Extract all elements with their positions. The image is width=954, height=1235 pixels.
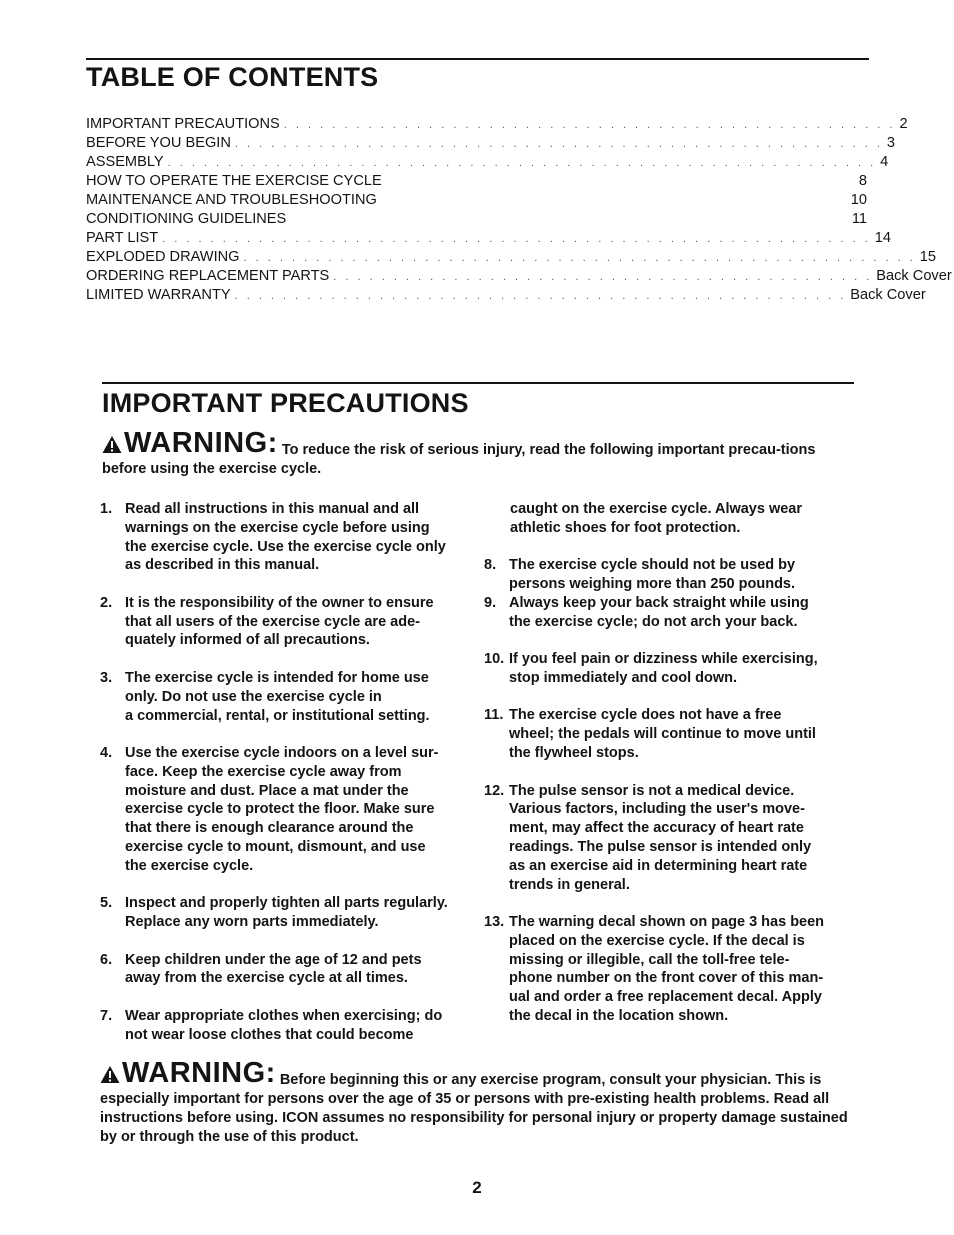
toc-entry-title: HOW TO OPERATE THE EXERCISE CYCLE: [86, 173, 382, 189]
item-number: 9.: [484, 594, 497, 611]
item-number: 7.: [100, 1007, 113, 1024]
warning-label: WARNING:: [124, 427, 278, 459]
toc-entry-title: MAINTENANCE AND TROUBLESHOOTING: [86, 192, 377, 208]
item-number: 5.: [100, 895, 113, 912]
item-text: If you feel pain or dizziness while exercising, stop immediately and cool down.: [509, 651, 818, 686]
toc-entry[interactable]: [86, 267, 952, 286]
precautions-column-right: [484, 500, 859, 1026]
toc-entry[interactable]: [86, 134, 896, 153]
list-item: [100, 669, 470, 725]
precautions-top-rule: [102, 382, 854, 384]
toc-entry-title: ASSEMBLY: [86, 154, 164, 170]
toc-entry-leader: . . . . . . . . . . . . . . . . . . . . . . . . . . . . . . . . . . . . . . . . . . . . .: [333, 271, 873, 283]
toc-entry-page: 10: [850, 192, 867, 208]
item-number: 11.: [484, 707, 504, 724]
toc-entry-leader: . . . . . . . . . . . . . . . . . . . . . . . . . . . . . . . . . . . . . . . . . . . . . . . . . . .: [283, 119, 896, 131]
toc-top-rule: [86, 58, 869, 60]
list-item: [100, 1007, 470, 1045]
item-number: 3.: [100, 669, 113, 686]
list-item: [484, 594, 859, 632]
item-text: Keep children under the age of 12 and pets away from the exercise cycle at all times.: [125, 951, 422, 987]
toc-entry-title: EXPLODED DRAWING: [86, 249, 240, 265]
item-text: The warning decal shown on page 3 has been placed on the exercise cycle. If the decal is missing or illegible, call the toll-free tele- phone number on the front cover of this man- ual and order a free replacement decal. Apply the decal in the location shown.: [509, 913, 825, 1024]
toc-entry-title: CONDITIONING GUIDELINES: [86, 211, 287, 227]
toc-entry-title: PART LIST: [86, 230, 159, 246]
item-text: The exercise cycle does not have a free wheel; the pedals will continue to move until the flywheel stops.: [509, 707, 816, 762]
warning-label: WARNING:: [122, 1057, 276, 1089]
list-item: [484, 913, 859, 1026]
warning-intro: [102, 427, 832, 479]
warning-triangle-icon: [102, 435, 122, 454]
item-number: 4.: [100, 745, 113, 762]
toc-entry-leader: . . . . . . . . . . . . . . . . . . . . . . . . . . . . . . . . . . . . . . . . . . . . . . . . . . . . . . . . . . .: [167, 157, 877, 169]
toc-entry[interactable]: [86, 210, 867, 229]
toc-entry-leader: . . . . . . . . . . . . . . . . . . . . . . . . . . . . . . . . . . . . . . . . . . . . . . . . . . .: [234, 290, 847, 302]
item-number: 12.: [484, 782, 505, 799]
item-number: 1.: [100, 501, 113, 517]
toc-heading: TABLE OF CONTENTS: [86, 62, 379, 92]
page-number: 2: [472, 1178, 482, 1197]
list-item: [100, 594, 470, 650]
toc-entry-page: 2: [899, 116, 908, 132]
toc-entry-page: Back Cover: [850, 287, 926, 303]
toc-entry-title: BEFORE YOU BEGIN: [86, 135, 231, 151]
item-number: 2.: [100, 594, 113, 611]
toc-entry[interactable]: [86, 115, 908, 134]
toc-entry-leader: . . . . . . . . . . . . . . . . . . . . . . . . . . . . . . . . . . . . . . . . . . . . . . . . . . . . . . . . . . .: [162, 233, 871, 245]
warning-text: To reduce the risk of serious injury, read the following important precau-tions before using the exercise cycle.: [102, 442, 816, 477]
list-item: [100, 894, 470, 932]
toc-entry-page: 8: [858, 173, 867, 189]
list-item-continuation: caught on the exercise cycle. Always wear athletic shoes for foot protection.: [510, 501, 803, 536]
toc-entry-title: ORDERING REPLACEMENT PARTS: [86, 268, 330, 284]
item-number: 8.: [484, 557, 497, 574]
toc-entry-title: LIMITED WARRANTY: [86, 287, 231, 303]
toc-entry[interactable]: [86, 153, 889, 172]
item-text: The pulse sensor is not a medical device. Various factors, including the user's move- ment, may affect the accuracy of heart rate readings. The pulse sensor is intended only as an exercise aid in determining heart rate trends in general.: [509, 782, 812, 893]
toc-entry-page: Back Cover: [876, 268, 952, 284]
toc-entry-page: 15: [919, 249, 936, 265]
item-text: The exercise cycle should not be used by persons weighing more than 250 pounds.: [509, 557, 796, 593]
item-text: Inspect and properly tighten all parts regularly. Replace any worn parts immediately.: [125, 895, 448, 931]
toc-entry[interactable]: [86, 172, 867, 191]
list-item: [484, 782, 859, 895]
toc-entry-page: 14: [874, 230, 891, 246]
toc-entry-title: IMPORTANT PRECAUTIONS: [86, 116, 280, 132]
warning-text: Before beginning this or any exercise program, consult your physician. This is especially important for persons over the age of 35 or persons with pre-existing health problems. Read all instructions before using. ICON assumes no responsibility for personal injury or property damage sustained by or through the use of this product.: [100, 1072, 848, 1145]
toc-entry-leader: . . . . . . . . . . . . . . . . . . . . . . . . . . . . . . . . . . . . . . . . . . . . . . . . . . . . . . . .: [243, 252, 916, 264]
toc-entry[interactable]: [86, 248, 936, 267]
toc-entry-page: 4: [880, 154, 889, 170]
precautions-heading: IMPORTANT PRECAUTIONS: [102, 388, 469, 418]
item-text: The exercise cycle is intended for home use only. Do not use the exercise cycle in a commercial, rental, or institutional setting.: [125, 669, 430, 724]
item-text: Read all instructions in this manual and all warnings on the exercise cycle before using the exercise cycle. Use the exercise cycle only as described in this manual.: [125, 501, 446, 574]
item-number: 6.: [100, 951, 113, 968]
list-item: [484, 650, 859, 688]
list-item: [484, 706, 859, 762]
list-item: [100, 500, 470, 575]
warning-physician: [100, 1057, 860, 1147]
list-item: [100, 951, 470, 989]
toc-entry[interactable]: [86, 229, 891, 248]
toc-entry-page: 11: [851, 211, 867, 227]
list-item: [100, 744, 470, 876]
item-text: Always keep your back straight while using the exercise cycle; do not arch your back.: [509, 594, 809, 630]
item-number: 13.: [484, 913, 505, 930]
list-item: [484, 556, 859, 594]
item-text: Use the exercise cycle indoors on a level sur- face. Keep the exercise cycle away from moisture and dust. Place a mat under the exercise cycle to protect the floor. Make sure that there is enough clearance around the exercise cycle to mount, dismount, and use the exercise cycle.: [125, 745, 439, 874]
toc-entry[interactable]: [86, 286, 926, 305]
toc-entry[interactable]: [86, 191, 867, 210]
warning-lead: [102, 427, 282, 459]
item-text: It is the responsibility of the owner to ensure that all users of the exercise cycle are ade- quately informed of all precautions.: [125, 594, 434, 649]
toc-list: [86, 115, 952, 305]
toc-entry-leader: . . . . . . . . . . . . . . . . . . . . . . . . . . . . . . . . . . . . . . . . . . . . . . . . . . . . . .: [234, 138, 883, 150]
warning-triangle-icon: [100, 1065, 120, 1084]
item-text: Wear appropriate clothes when exercising; do not wear loose clothes that could become: [125, 1007, 443, 1043]
item-number: 10.: [484, 651, 505, 668]
toc-entry-page: 3: [886, 135, 896, 151]
precautions-column-left: [100, 500, 470, 1044]
warning-lead: [100, 1057, 280, 1089]
